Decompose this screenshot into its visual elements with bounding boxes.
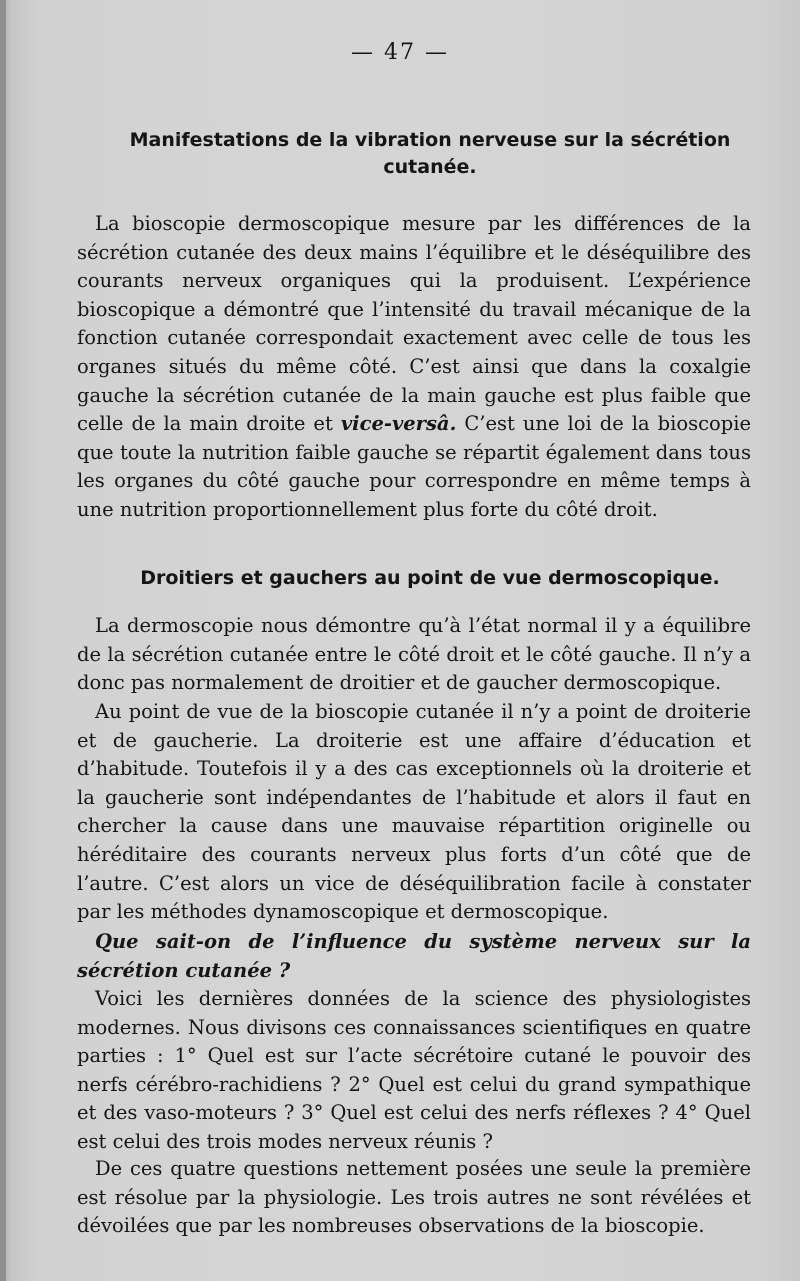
paragraph-text: La dermoscopie nous démontre qu’à l’état normal il y a équilibre de la sécrétion cutanée entre le côté droit et le côté gauche. Il n’y a donc pas normalement de droitier et de gaucher dermoscopique. [77, 614, 751, 695]
paragraph-text-before-italic: La bioscopie dermoscopique mesure par les différences de la sécrétion cutanée des deux mains l’équilibre et le déséquilibre des courants nerveux organiques qui la produisent. L’expérience bioscopique a démontré que l’intensité du travail mécanique de la fonction cutanée correspondait exactement avec celle de tous les organes situés du même côté. C’est ainsi que dans la coxalgie gauche la sécrétion cutanée de la main gauche est plus faible que celle de la main droite et [77, 212, 751, 436]
paragraph-text: Au point de vue de la bioscopie cutanée il n’y a point de droiterie et de gaucherie. La droiterie est une affaire d’éducation et d’habitude. Toutefois il y a des cas exceptionnels où la droiterie et la gaucherie sont indépendantes de l’habitude et alors il faut en chercher la cause dans une mauvaise répartition originelle ou héréditaire des courants nerveux plus forts d’un côté que de l’autre. C’est alors un vice de déséquilibration facile à constater par les méthodes dynamoscopique et dermoscopique. [77, 700, 751, 924]
paragraph-text-after-italic: C’est une loi de la bioscopie que toute la nutrition faible gauche se répartit également dans tous les organes du côté gauche pour correspondre en même temps à une nutrition proportionnellement plus forte du côté droit. [77, 412, 752, 521]
section-heading-droitiers-gauchers: Droitiers et gauchers au point de vue dermoscopique. [140, 567, 720, 589]
paragraph-bioscopie-dermoscopique [77, 210, 751, 525]
paragraph-dermoscopie-equilibre [77, 612, 751, 698]
paragraph-text: De ces quatre questions nettement posées une seule la première est résolue par la physiologie. Les trois autres ne sont révélées et dévoilées que par les nombreuses observations de la bioscopie. [77, 1157, 751, 1238]
page-number: — 47 — [351, 40, 449, 65]
page-spine-shadow [0, 0, 6, 1281]
paragraph-droiterie-gaucherie [77, 698, 751, 927]
italic-term-vice-versa: vice-versâ. [340, 412, 457, 436]
paragraph-question-systeme-nerveux [77, 928, 751, 985]
section-heading-manifestations: Manifestations de la vibration nerveuse sur la sécrétion cutanée. [129, 129, 731, 178]
paragraph-text: Voici les dernières données de la science des physiologistes modernes. Nous divisons ces connaissances scientifiques en quatre parties : 1° Quel est sur l’acte sécrétoire cutané le pouvoir des nerfs cérébro-rachidiens ? 2° Quel est celui du grand sympathique et des vaso-moteurs ? 3° Quel est celui des nerfs réflexes ? 4° Quel est celui des trois modes nerveux réunis ? [77, 987, 751, 1153]
paragraph-quatre-questions [77, 1155, 751, 1241]
paragraph-donnees-physiologistes [77, 985, 751, 1157]
question-text: Que sait-on de l’influence du système nerveux sur la sécrétion cutanée ? [77, 930, 751, 982]
